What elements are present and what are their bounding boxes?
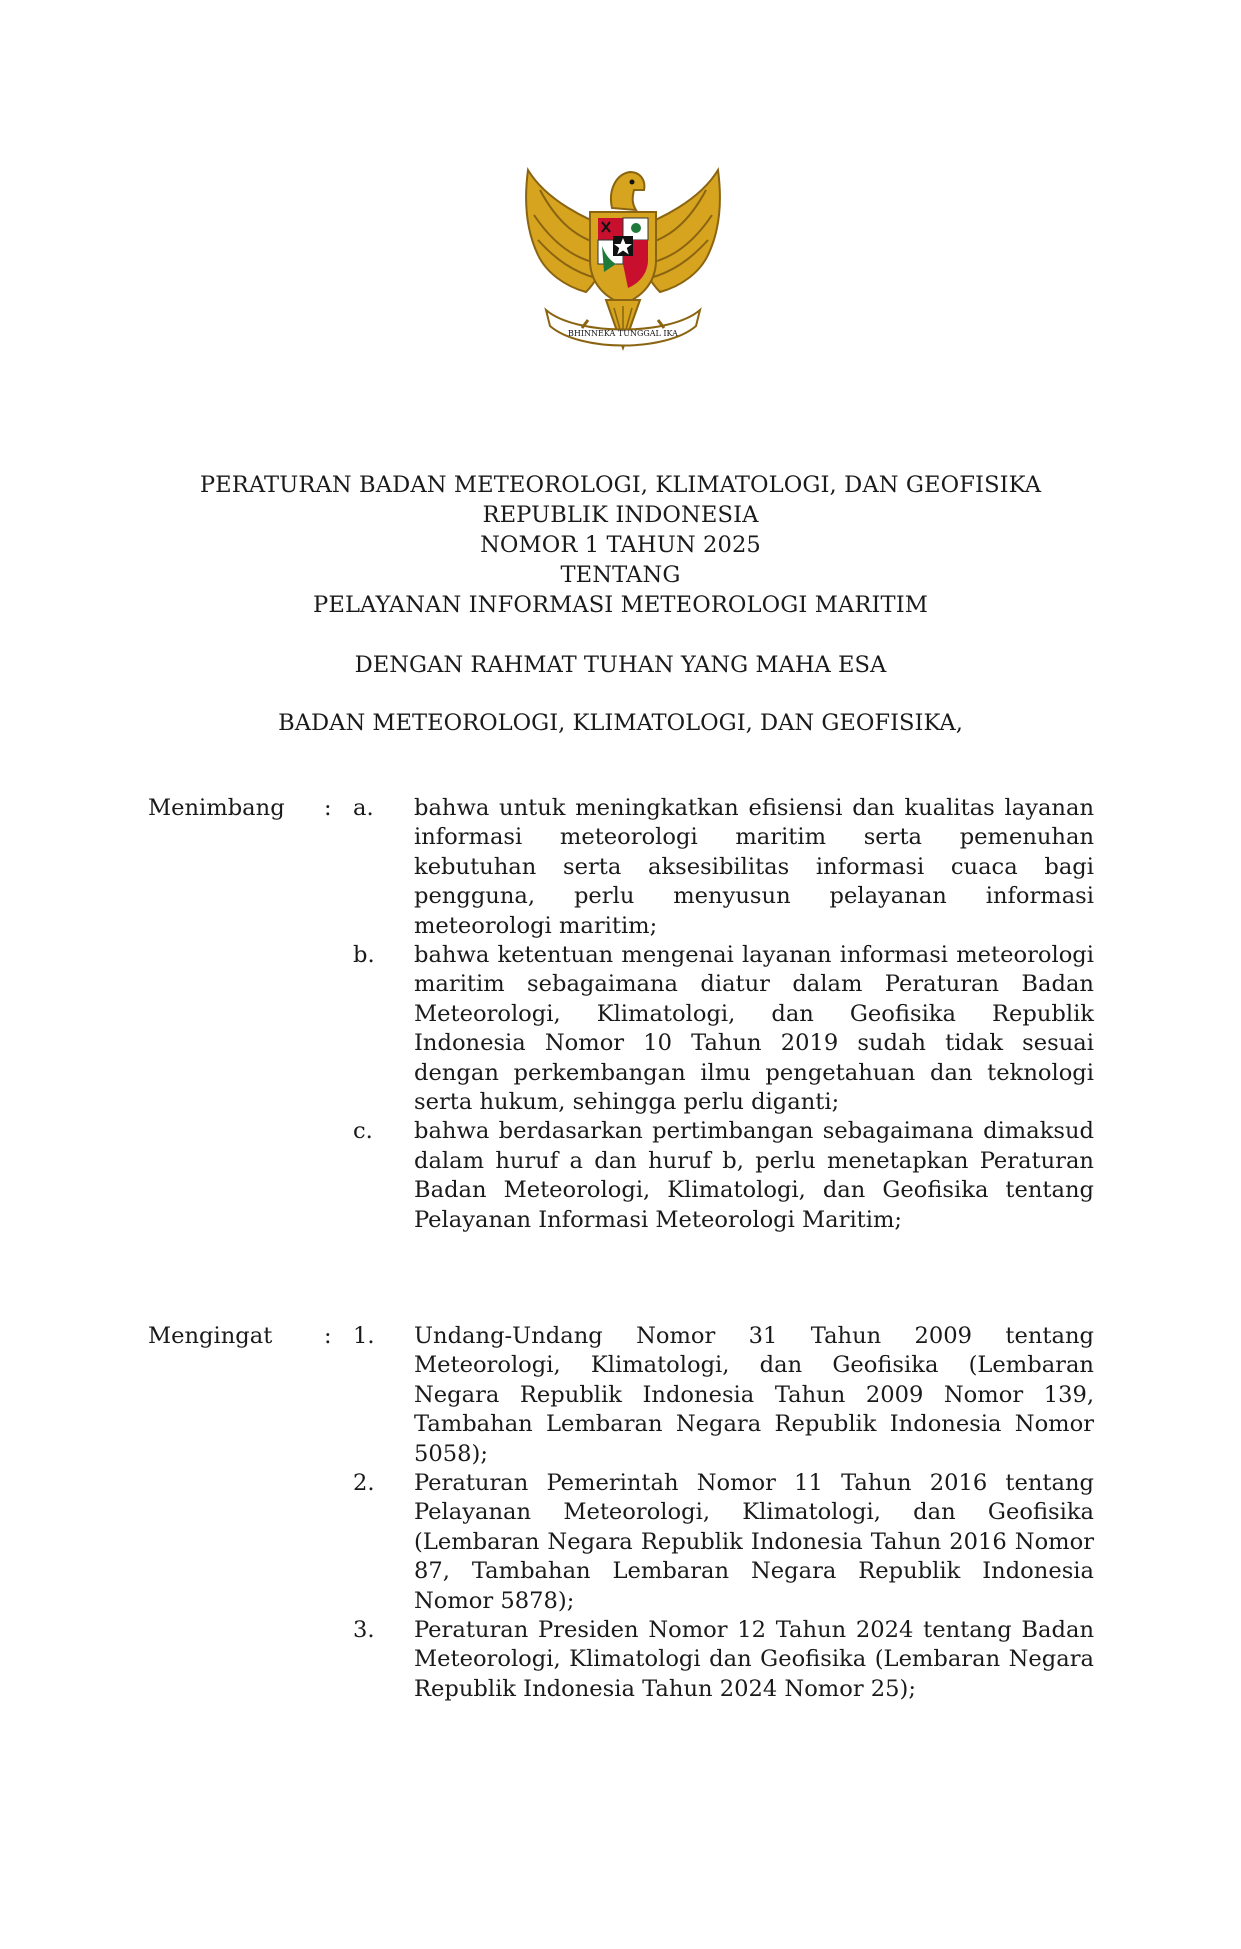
mengingat-colon: : bbox=[324, 1323, 332, 1349]
title-line-5: PELAYANAN INFORMASI METEOROLOGI MARITIM bbox=[313, 592, 928, 618]
item-text: bahwa untuk meningkatkan efisiensi dan kualitas layanan informasi meteorologi maritim serta pemenuhan kebutuhan serta aksesibilitas informasi cuaca bagi pengguna, perlu menyusun pelayanan informasi meteorologi maritim; bbox=[414, 795, 1094, 939]
item-marker: a. bbox=[353, 795, 374, 821]
garuda-head-icon bbox=[611, 172, 644, 210]
item-text: Undang-Undang Nomor 31 Tahun 2009 tentang Meteorologi, Klimatologi, dan Geofisika (Lembaran Negara Republik Indonesia Tahun 2009 Nomor 139, Tambahan Lembaran Negara Republik Indonesia Nomor 5058); bbox=[414, 1323, 1094, 1467]
title-line-3: NOMOR 1 TAHUN 2025 bbox=[480, 532, 761, 558]
title-line-4: TENTANG bbox=[560, 562, 681, 588]
regulation-title bbox=[0, 470, 1241, 620]
menimbang-label: Menimbang bbox=[148, 795, 285, 821]
mengingat-label: Mengingat bbox=[148, 1323, 273, 1349]
item-marker: 2. bbox=[353, 1470, 375, 1497]
list-item bbox=[148, 1616, 1094, 1704]
list-item bbox=[148, 941, 1094, 1117]
issuer-line: BADAN METEOROLOGI, KLIMATOLOGI, DAN GEOFISIKA, bbox=[278, 710, 963, 736]
garuda-pancasila-emblem bbox=[516, 160, 730, 372]
motto-text: BHINNEKA TUNGGAL IKA bbox=[568, 329, 678, 338]
list-item bbox=[148, 1469, 1094, 1616]
item-marker: b. bbox=[353, 942, 375, 969]
item-text: Peraturan Pemerintah Nomor 11 Tahun 2016 tentang Pelayanan Meteorologi, Klimatologi, dan Geofisika (Lembaran Negara Republik Indonesia Tahun 2016 Nomor 87, Tambahan Lembaran Negara Republik Indonesia Nomor 5878); bbox=[414, 1470, 1094, 1614]
rahmat-line: DENGAN RAHMAT TUHAN YANG MAHA ESA bbox=[354, 652, 887, 678]
item-marker: 1. bbox=[353, 1323, 375, 1349]
menimbang-section bbox=[148, 794, 1094, 1235]
list-item bbox=[148, 794, 1094, 941]
item-text: bahwa ketentuan mengenai layanan informasi meteorologi maritim sebagaimana diatur dalam Peraturan Badan Meteorologi, Klimatologi, dan Geofisika Republik Indonesia Nomor 10 Tahun 2019 sudah tidak sesuai dengan perkembangan ilmu pengetahuan dan teknologi serta hukum, sehingga perlu diganti; bbox=[414, 942, 1094, 1116]
title-line-2: REPUBLIK INDONESIA bbox=[482, 502, 759, 528]
item-text: Peraturan Presiden Nomor 12 Tahun 2024 tentang Badan Meteorologi, Klimatologi dan Geofisika (Lembaran Negara Republik Indonesia Tahun 2024 Nomor 25); bbox=[414, 1617, 1094, 1702]
menimbang-colon: : bbox=[324, 795, 332, 821]
item-marker: 3. bbox=[353, 1617, 375, 1644]
mengingat-section bbox=[148, 1322, 1094, 1704]
list-item bbox=[148, 1117, 1094, 1235]
list-item bbox=[148, 1322, 1094, 1469]
item-marker: c. bbox=[353, 1118, 373, 1145]
item-text: bahwa berdasarkan pertimbangan sebagaimana dimaksud dalam huruf a dan huruf b, perlu menetapkan Peraturan Badan Meteorologi, Klimatologi, dan Geofisika tentang Pelayanan Informasi Meteorologi Maritim; bbox=[414, 1118, 1094, 1233]
title-line-1: PERATURAN BADAN METEOROLOGI, KLIMATOLOGI, DAN GEOFISIKA bbox=[199, 472, 1042, 498]
